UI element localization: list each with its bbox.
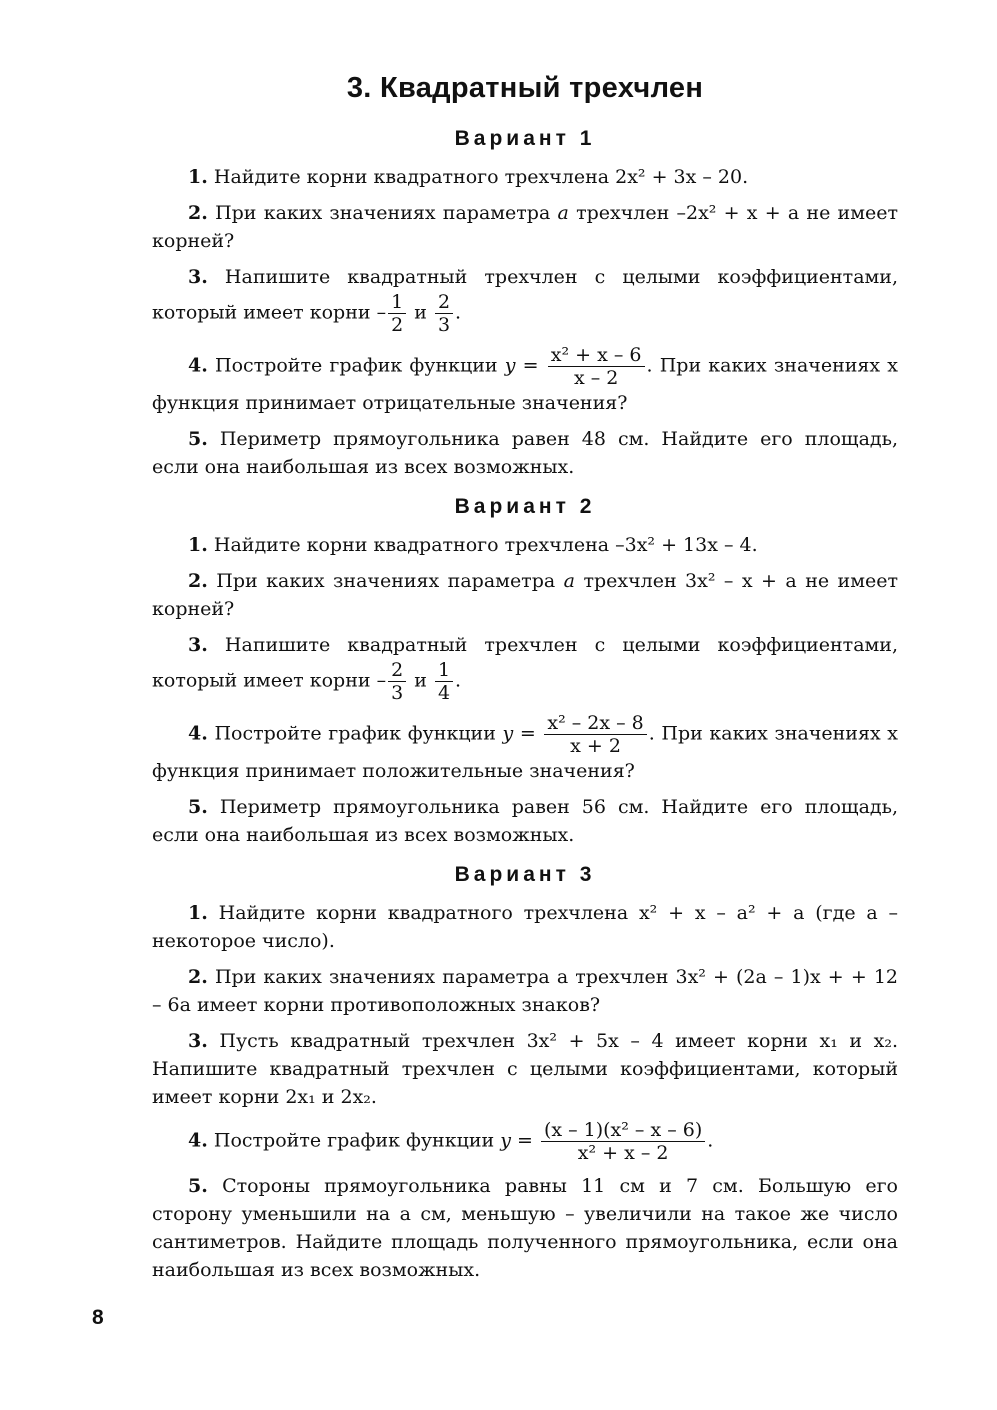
variant-3 (152, 863, 898, 1284)
problem-text: Напишите квадратный трехчлен с целыми коэффициентами, который имеет корни (152, 266, 899, 324)
problem-number: 1. (188, 902, 208, 924)
chapter-title: 3. Квадратный трехчлен (346, 72, 704, 104)
problem-number: 1. (188, 166, 208, 188)
problem-number: 5. (188, 1175, 208, 1197)
conjunction: и (414, 669, 427, 692)
problem-text: . При каких значениях x функция принимает отрицательные значения? (152, 354, 899, 414)
problem-1 (152, 163, 898, 191)
problem-text: . При каких значениях x функция принимает положительные значения? (152, 722, 899, 782)
variant-2 (152, 495, 898, 849)
problem-4 (152, 712, 898, 785)
numerator: x² + x – 6 (548, 344, 645, 367)
problem-5 (152, 1172, 898, 1284)
problem-text: При каких значениях параметра (215, 202, 551, 224)
function-name: y = (504, 354, 539, 377)
problem-text: Найдите корни квадратного трехчлена –3x² + 13x – 4. (213, 534, 758, 556)
problem-text: Пусть квадратный трехчлен 3x² + 5x – 4 имеет корни x₁ и x₂. Напишите квадратный трехчлен с целыми коэффициентами, который имеет корни 2x₁ и 2x₂. (152, 1030, 898, 1108)
problem-3 (152, 1027, 898, 1111)
problem-number: 1. (188, 534, 208, 556)
problem-5 (152, 425, 898, 481)
numerator: 1 (435, 659, 453, 682)
fraction (435, 291, 453, 336)
fraction (388, 659, 406, 704)
page-number: 8 (92, 1306, 104, 1329)
problem-3: 3. Напишите квадратный трехчлен с целыми коэффициентами, который имеет корни – $\frac{2}{3}$ и $\frac{1}{4}$ . (152, 634, 899, 704)
problem-number: 2. (188, 570, 208, 592)
problem-text: Найдите корни квадратного трехчлена x² + x – a² + a (где a – некоторое число). (152, 902, 898, 952)
problem-text: не имеет корней? (152, 570, 898, 620)
problem-number: 3. (188, 1030, 208, 1052)
conjunction: и (414, 301, 427, 324)
variant-title: Вариант 2 (454, 495, 596, 518)
problem-4 (152, 1119, 898, 1164)
problem-text: При каких значениях параметра (216, 570, 556, 592)
problem-4 (152, 344, 898, 417)
problem-text: не имеет корней? (152, 202, 898, 252)
problem-text: Периметр прямоугольника равен 56 см. Найдите его площадь, если она наибольшая из всех возможных. (152, 796, 898, 846)
problem-text: При каких значениях параметра a трехчлен 3x² + (2a – 1)x + + 12 – 6a имеет корни противоположных знаков? (152, 966, 898, 1016)
parameter: a (563, 570, 575, 592)
numerator: 1 (388, 291, 406, 314)
variant-title: Вариант 3 (454, 863, 596, 886)
function-name: y = (502, 722, 536, 745)
problem-number: 4. (188, 354, 208, 377)
fraction (541, 1119, 705, 1164)
problem-number: 5. (188, 796, 208, 818)
problem-2 (152, 567, 898, 623)
numerator: x² – 2x – 8 (544, 712, 646, 735)
variant-title: Вариант 1 (454, 127, 596, 150)
expression: трехчлен 3x² – x + a (583, 570, 797, 592)
problem-2 (152, 199, 898, 255)
problem-1 (152, 899, 898, 955)
denominator: x² + x – 2 (577, 1142, 669, 1164)
denominator: 3 (391, 682, 404, 704)
denominator: 2 (391, 314, 404, 336)
page-content (152, 72, 898, 1292)
problem-number: 4. (188, 1129, 208, 1152)
variant-1 (152, 127, 898, 481)
problem-text: Периметр прямоугольника равен 48 см. Найдите его площадь, если она наибольшая из всех возможных. (152, 428, 898, 478)
fraction (435, 659, 453, 704)
expression: трехчлен –2x² + x + a (576, 202, 800, 224)
problem-5 (152, 793, 898, 849)
problem-number: 5. (188, 428, 208, 450)
parameter: a (557, 202, 569, 224)
fraction (548, 344, 645, 389)
problem-text: Постройте график функции (213, 1129, 495, 1152)
problem-text: Постройте график функции (214, 722, 496, 745)
fraction (388, 291, 406, 336)
problem-number: 2. (188, 202, 208, 224)
problem-3: 3. Напишите квадратный трехчлен с целыми коэффициентами, который имеет корни – $\frac{1}{2}$ и $\frac{2}{3}$ . (152, 266, 899, 336)
problem-text: Постройте график функции (215, 354, 498, 377)
problem-number: 3. (188, 634, 208, 656)
denominator: 4 (437, 682, 451, 704)
fraction (544, 712, 646, 757)
problem-number: 4. (188, 722, 208, 745)
problem-text: Стороны прямоугольника равны 11 см и 7 см. Большую его сторону уменьшили на a см, меньшую – увеличили на такое же число сантиметров. Найдите площадь полученного прямоугольника, если она наибольшая из всех возможных. (152, 1175, 898, 1281)
problem-text: . (707, 1129, 714, 1152)
problem-text: Найдите корни квадратного трехчлена 2x² + 3x – 20. (213, 166, 749, 188)
numerator: 2 (388, 659, 406, 682)
problem-number: 3. (188, 266, 208, 288)
denominator: x – 2 (573, 367, 619, 389)
problem-2 (152, 963, 898, 1019)
denominator: x + 2 (570, 735, 621, 757)
problem-1 (152, 531, 898, 559)
problem-number: 2. (188, 966, 208, 988)
numerator: (x – 1)(x² – x – 6) (541, 1119, 705, 1142)
function-name: y = (500, 1129, 533, 1152)
problem-text: Напишите квадратный трехчлен с целыми коэффициентами, который имеет корни (152, 634, 899, 692)
numerator: 2 (435, 291, 453, 314)
denominator: 3 (437, 314, 451, 336)
